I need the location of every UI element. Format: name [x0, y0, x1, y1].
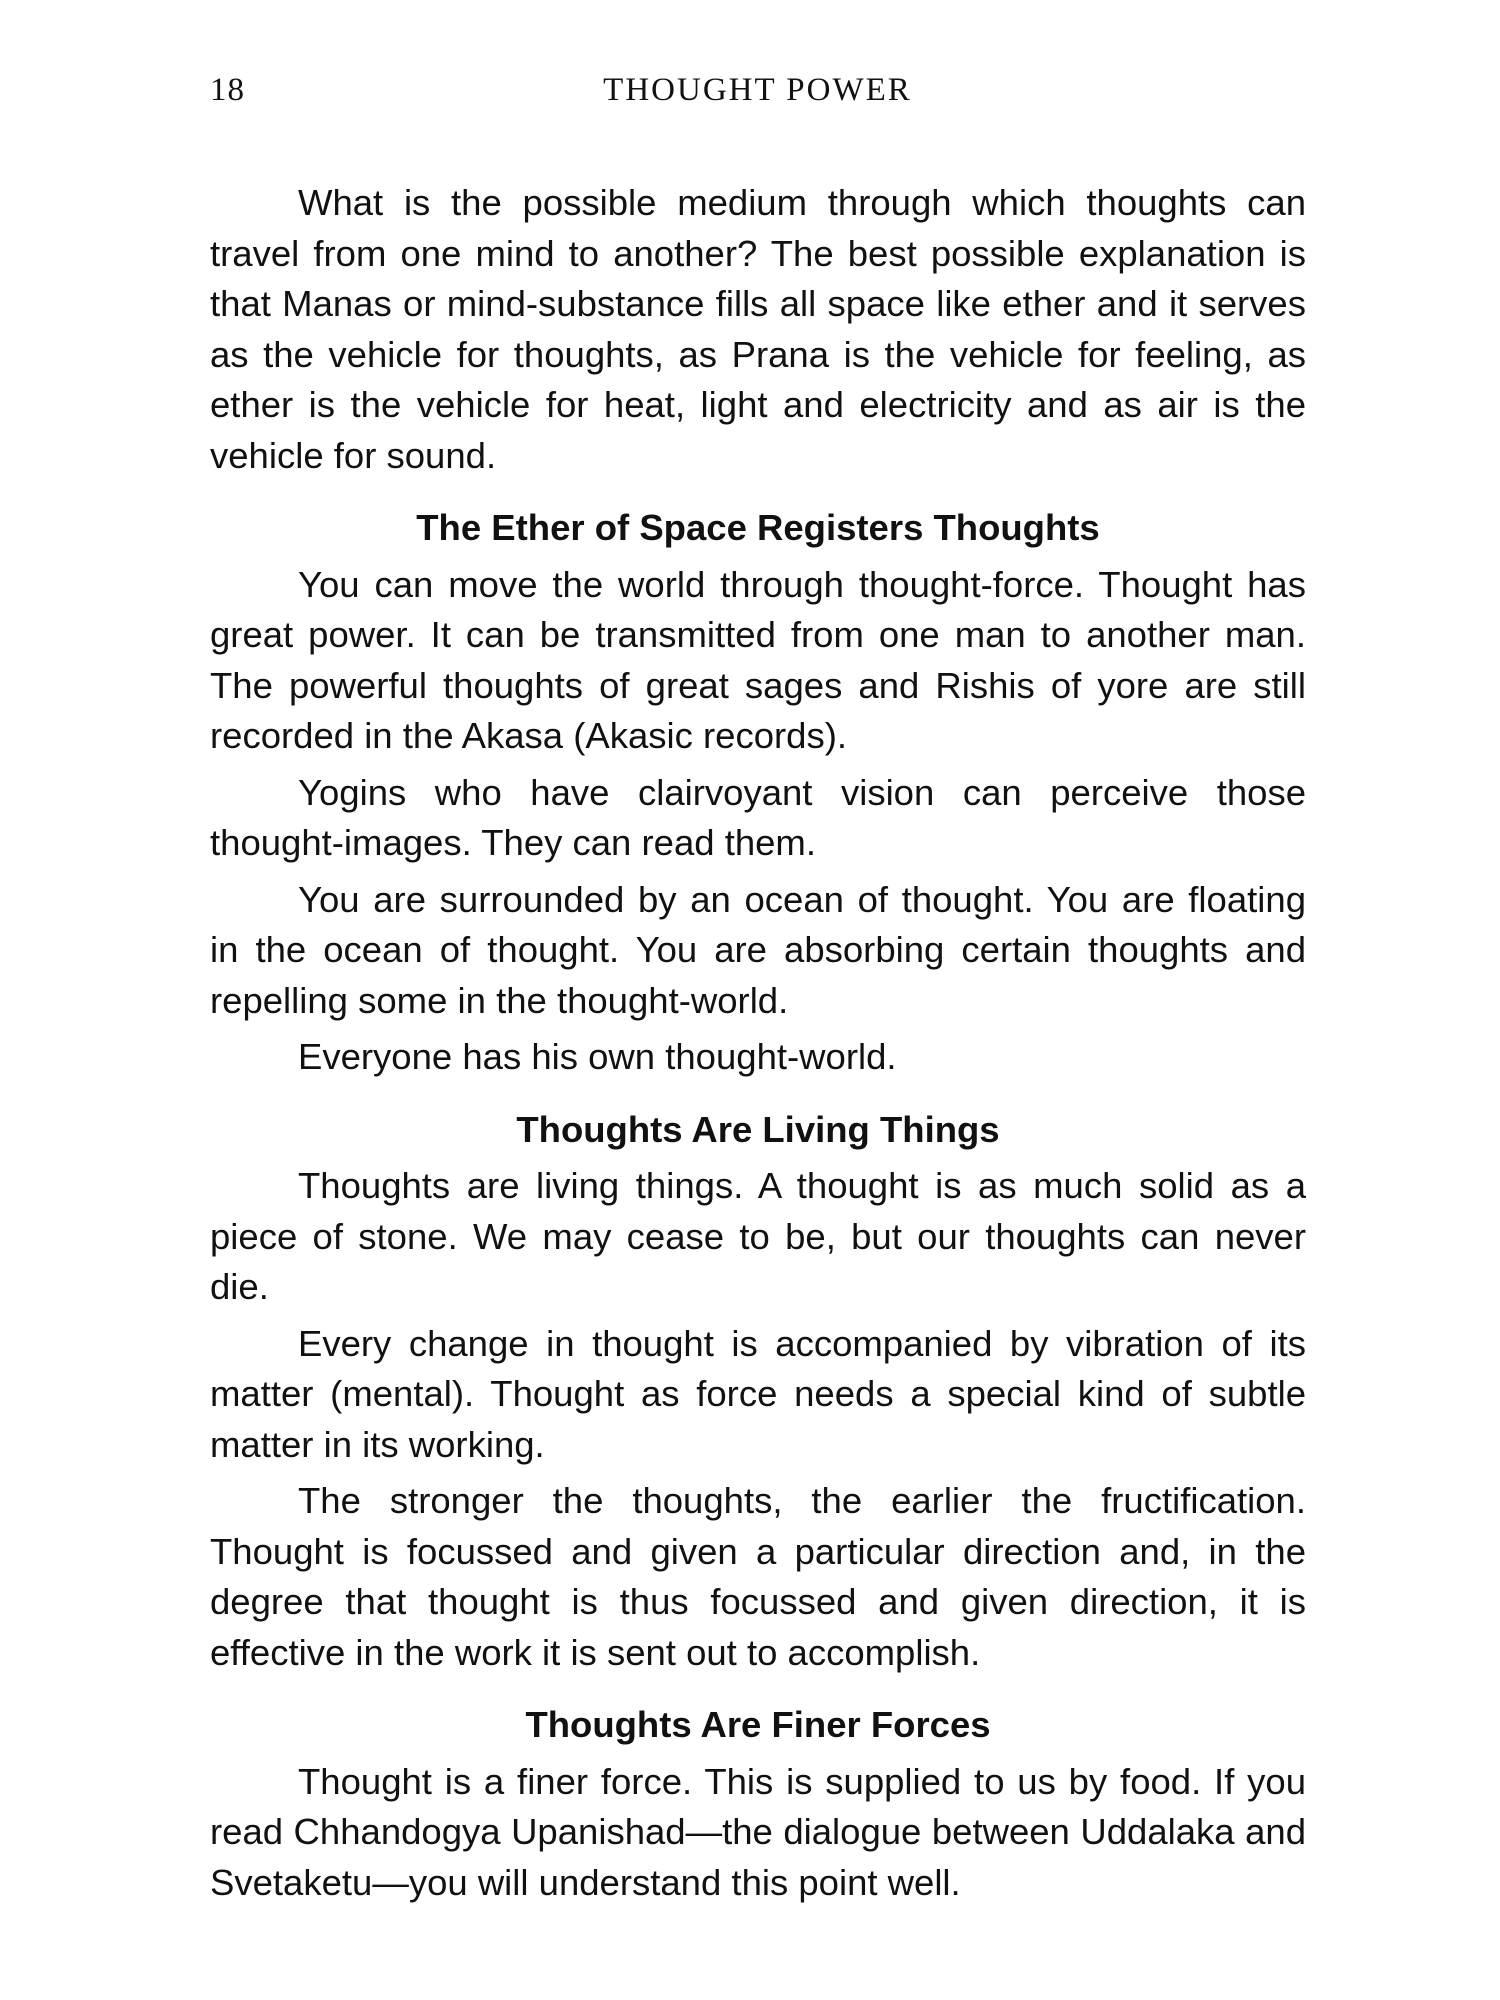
paragraph-finer-force: Thought is a finer force. This is supplied to us by food. If you read Chhandogya Upanishad—the dialogue between Uddalaka and Svetaketu—you will understand this point well. [210, 1760, 1306, 1903]
paragraph-yogins: Yogins who have clairvoyant vision can perceive those thought-images. They can read them. [210, 771, 1306, 863]
page-number: 18 [210, 72, 245, 108]
paragraph-thought-force: You can move the world through thought-force. Thought has great power. It can be transmitted from one man to another man. The powerful thoughts of great sages and Rishis of yore are still recorded in the Akasa (Akasic records). [210, 563, 1306, 756]
running-title: THOUGHT POWER [603, 72, 912, 108]
section-heading-finer-forces: Thoughts Are Finer Forces [525, 1704, 991, 1745]
paragraph-thought-world: Everyone has his own thought-world. [298, 1036, 897, 1077]
body-text [210, 178, 1306, 1914]
running-head [210, 72, 1305, 122]
section-heading-ether-of-space: The Ether of Space Registers Thoughts [416, 507, 1100, 548]
paragraph-fructification: The stronger the thoughts, the earlier the fructification. Thought is focussed and given a particular direction and, in the degree that thought is thus focussed and given direction, it is effective in the work it is sent out to accomplish. [210, 1480, 1306, 1673]
paragraph-thoughts-living: Thoughts are living things. A thought is as much solid as a piece of stone. We may cease to be, but our thoughts can never die. [210, 1165, 1306, 1307]
paragraph-vibration: Every change in thought is accompanied by vibration of its matter (mental). Thought as force needs a special kind of subtle matter in its working. [210, 1322, 1306, 1465]
section-heading-living-things: Thoughts Are Living Things [516, 1108, 1000, 1150]
paragraph-medium-of-thought: What is the possible medium through which thoughts can travel from one mind to another? The best possible explanation is that Manas or mind-substance fills all space like ether and it serves as the vehicle for thoughts, as Prana is the vehicle for feeling, as ether is the vehicle for heat, light and electricity and as air is the vehicle for sound. [210, 182, 1306, 476]
paragraph-ocean-of-thought: You are surrounded by an ocean of thought. You are floating in the ocean of thought. You are absorbing certain thoughts and repelling some in the thought-world. [210, 878, 1306, 1021]
